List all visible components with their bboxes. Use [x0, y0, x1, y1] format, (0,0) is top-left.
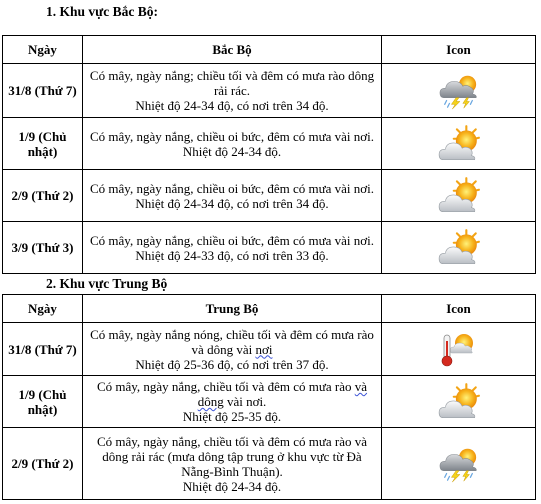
row-desc-line-2: Nhiệt độ 25-35 độ. [182, 409, 282, 424]
north-weather-table [2, 35, 536, 274]
hot-thermometer-icon [437, 329, 481, 369]
partly-cloudy-icon [437, 124, 481, 164]
row-desc-line-1 [85, 327, 379, 357]
row-desc-line-2: Nhiệt độ 24-34 độ, có nơi trên 34 độ. [135, 98, 329, 113]
section-2-title: 2. Khu vực Trung Bộ [46, 276, 168, 291]
table-row [3, 376, 536, 428]
row-desc-text: Có mây, ngày nắng, chiều tối và đêm có mưa rào [96, 379, 355, 394]
row-icon-cell [382, 323, 536, 376]
row-day: 2/9 (Thứ 2) [3, 170, 83, 222]
row-day: 1/9 (Chủ nhật) [3, 376, 83, 428]
row-description [83, 118, 382, 170]
header-day: Ngày [3, 295, 83, 323]
spellcheck-word: và dông [197, 379, 368, 409]
row-desc-line-2: Nhiệt độ 24-34 độ. [182, 143, 282, 159]
row-desc-line-1: Có mây, ngày nắng, chiều oi bức, đêm có mưa vài nơi. [89, 180, 375, 196]
row-desc-line-1: Có mây, ngày nắng, chiều oi bức, đêm có mưa vài nơi. [89, 128, 375, 144]
row-icon-cell [382, 118, 536, 170]
row-desc-line-1: Có mây, ngày nắng; chiều tối và đêm có mưa rào dông rải rác. [89, 68, 375, 98]
table-row [3, 64, 536, 118]
central-weather-table [2, 294, 536, 500]
header-region: Trung Bộ [83, 295, 382, 323]
row-day: 31/8 (Thứ 7) [3, 64, 83, 118]
partly-cloudy-icon [437, 382, 481, 422]
row-desc-line-2: Nhiệt độ 24-33 độ, có nơi trên 33 độ. [135, 247, 329, 263]
header-icon: Icon [382, 36, 536, 64]
row-description [83, 323, 382, 376]
partly-cloudy-icon [437, 176, 481, 216]
row-desc-text: vài nơi. [223, 394, 267, 409]
row-desc-line-2: Nhiệt độ 24-34 độ. [182, 478, 282, 494]
table-header-row [3, 36, 536, 64]
header-icon: Icon [382, 295, 536, 323]
row-icon-cell [382, 428, 536, 500]
row-desc-line-2: Nhiệt độ 25-36 độ, có nơi trên 37 độ. [135, 356, 329, 372]
table-row [3, 170, 536, 222]
row-icon-cell [382, 64, 536, 118]
row-desc-line-1: Có mây, ngày nắng, chiều tối và đêm có mưa rào và dông rải rác (mưa dông tập trung ở khu vực từ Đà Nẵng-Bình Thuận). [96, 433, 368, 479]
spellcheck-word: nơi [255, 341, 273, 357]
header-day: Ngày [3, 36, 83, 64]
row-day: 31/8 (Thứ 7) [3, 323, 83, 376]
row-icon-cell [382, 222, 536, 274]
header-region: Bắc Bộ [83, 36, 382, 64]
row-description [83, 64, 382, 118]
row-desc-line-1: Có mây, ngày nắng, chiều oi bức, đêm có mưa vài nơi. [89, 232, 375, 248]
section-1-title: 1. Khu vực Bắc Bộ: [46, 4, 158, 19]
row-description [83, 222, 382, 274]
row-description [83, 376, 382, 428]
partly-cloudy-icon [437, 228, 481, 268]
row-icon-cell [382, 170, 536, 222]
table-row [3, 428, 536, 500]
thunderstorm-sun-icon [437, 71, 481, 111]
row-day: 2/9 (Thứ 2) [3, 428, 83, 500]
row-day: 3/9 (Thứ 3) [3, 222, 83, 274]
table-row [3, 323, 536, 376]
row-description [83, 428, 382, 500]
row-icon-cell [382, 376, 536, 428]
row-desc-line-1 [85, 379, 379, 409]
table-header-row [3, 295, 536, 323]
table-row [3, 222, 536, 274]
row-description [83, 170, 382, 222]
row-day: 1/9 (Chủ nhật) [3, 118, 83, 170]
thunderstorm-sun-icon [437, 444, 481, 484]
row-desc-line-2: Nhiệt độ 24-34 độ, có nơi trên 34 độ. [135, 195, 329, 211]
table-row [3, 118, 536, 170]
row-desc-text: Có mây, ngày nắng nóng, chiều tối và đêm có mưa rào và dông vài [90, 326, 374, 357]
